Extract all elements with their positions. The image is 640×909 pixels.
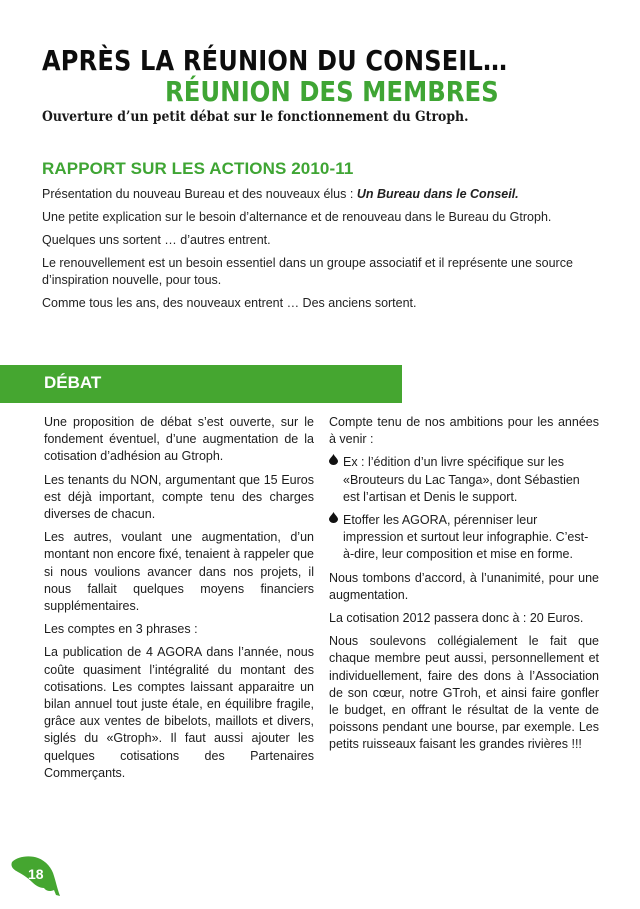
page-number: 18 bbox=[28, 866, 44, 882]
water-drop-icon bbox=[329, 454, 343, 506]
debat-paragraph: Compte tenu de nos ambitions pour les années à venir : bbox=[329, 415, 599, 447]
debat-paragraph: Nous tombons d’accord, à l’unanimité, pour une augmentation. bbox=[329, 570, 599, 602]
page-title-line2: RÉUNION DES MEMBRES bbox=[165, 75, 499, 108]
bullet-item bbox=[329, 512, 599, 564]
rapport-paragraph: Une petite explication sur le besoin d’alternance et de renouveau dans le Bureau du Gtroph. bbox=[42, 210, 552, 224]
debat-paragraph: Les comptes en 3 phrases : bbox=[44, 622, 198, 637]
bullet-text: Ex : l’édition d’un livre spécifique sur les «Brouteurs du Lac Tanga», dont Sébastien est l’artisan et Denis le support. bbox=[343, 455, 580, 504]
rapport-paragraph: Comme tous les ans, des nouveaux entrent … Des anciens sortent. bbox=[42, 296, 417, 310]
bullet-item bbox=[329, 454, 599, 506]
rapport-paragraph: Le renouvellement est un besoin essentiel dans un groupe associatif et il représente une source d’inspiration nouvelle, pour tous. bbox=[42, 256, 573, 287]
debat-paragraph: La publication de 4 AGORA dans l’année, nous coûte quasiment l’intégralité du montant des cotisations. Les comptes laissant apparaitre un bilan annuel tout juste étale, en équilibre fragile, grâce aux ventes de bibelots, maillots et divers, siglés du «Gtroph». Il faut aussi ajouter les quelques cotisations des Partenaires Commerçants. bbox=[44, 645, 314, 780]
rapport-para1-emphasis: Un Bureau dans le Conseil. bbox=[356, 187, 519, 201]
bullet-text: Etoffer les AGORA, pérenniser leur impression et surtout leur infographie. C’est-à-dire, leur composition et mise en forme. bbox=[343, 513, 589, 562]
debat-left-column bbox=[44, 414, 314, 788]
page-title-line1: APRÈS LA RÉUNION DU CONSEIL… bbox=[42, 44, 508, 77]
rapport-paragraph bbox=[42, 186, 612, 203]
debat-paragraph: Les autres, voulant une augmentation, d’un montant non encore fixé, tenaient à rappeler que si nous voulions avancer dans nos projets, il nous fallait quelques moyens financiers supplémentaires. bbox=[44, 530, 314, 614]
rapport-para1-text: Présentation du nouveau Bureau et des nouveaux élus : bbox=[42, 187, 357, 201]
rapport-section bbox=[42, 186, 612, 318]
water-drop-icon bbox=[329, 512, 343, 564]
debat-paragraph: Nous soulevons collégialement le fait que chaque membre peut aussi, personnellement et individuellement, faire des dons à l’Association de son cœur, notre GTroh, et ainsi faire gonfler le budget, en offrant le résultat de la vente de poissons pendant une bourse, par exemple. Les petits ruisseaux faisant les grandes rivières !!! bbox=[329, 634, 599, 752]
rapport-heading: RAPPORT SUR LES ACTIONS 2010-11 bbox=[42, 159, 354, 178]
debat-heading: DÉBAT bbox=[44, 373, 102, 392]
debat-paragraph: La cotisation 2012 passera donc à : 20 Euros. bbox=[329, 611, 584, 626]
rapport-paragraph: Quelques uns sortent … d’autres entrent. bbox=[42, 233, 271, 247]
page-subtitle: Ouverture d’un petit débat sur le fonctionnement du Gtroph. bbox=[42, 109, 469, 125]
debat-paragraph: Les tenants du NON, argumentant que 15 Euros est déjà important, compte tenu des charges diverses de chacun. bbox=[44, 472, 314, 522]
debat-paragraph: Une proposition de débat s’est ouverte, sur le fondement éventuel, d’une augmentation de la cotisation d’adhésion au Gtroph. bbox=[44, 415, 314, 464]
debat-right-column bbox=[329, 414, 599, 760]
